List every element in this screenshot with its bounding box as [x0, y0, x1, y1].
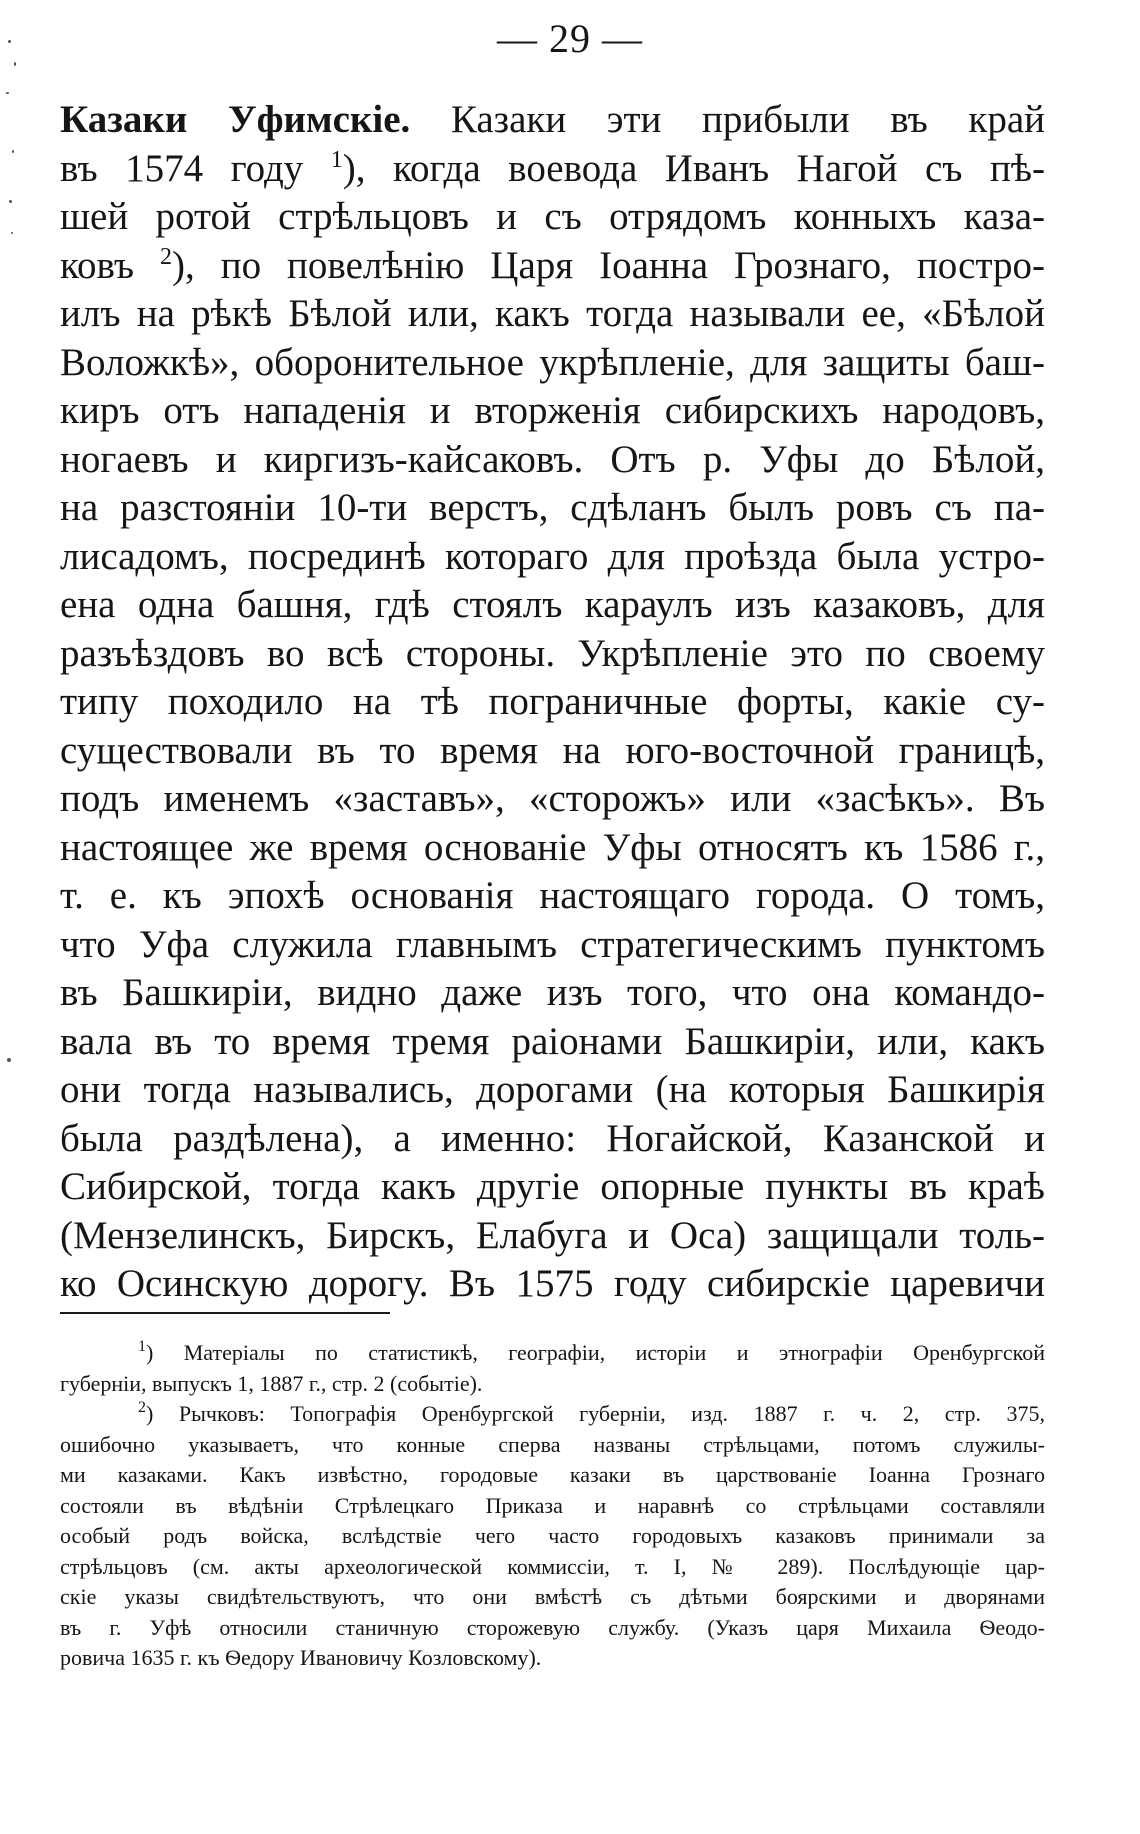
footnotes	[60, 1338, 1045, 1674]
text-line: типу походило на тѣ пограничные форты, какіе су-	[60, 680, 1045, 723]
text-line: ногаевъ и киргизъ-кайсаковъ. Отъ р. Уфы до Бѣлой,	[60, 437, 1045, 481]
text-line: Казаки Уфимскіе. Казаки эти прибыли въ край	[60, 98, 1046, 141]
footnote-ref: 2	[160, 243, 173, 270]
scan-speck	[7, 1058, 11, 1062]
text-line: (Мензелинскъ, Бирскъ, Елабуга и Оса) защищали толь-	[60, 1213, 1045, 1257]
footnote-divider	[60, 1312, 390, 1314]
footnote-2-line: состояли въ вѣдѣніи Стрѣлецкаго Приказа и наравнѣ со стрѣльцами составляли	[60, 1492, 1045, 1518]
scan-speck	[6, 92, 9, 94]
text-line: на разстояніи 10-ти верстъ, сдѣланъ былъ ровъ съ па-	[60, 486, 1045, 529]
text-line: что Уфа служила главнымъ стратегическимъ пунктомъ	[60, 922, 1045, 966]
footnote-2-line: скіе указы свидѣтельствуютъ, что они вмѣстѣ съ дѣтьми боярскими и дворянами	[60, 1584, 1045, 1609]
text-line: они тогда назывались, дорогами (на которыя Башкирія	[60, 1068, 1045, 1111]
footnote-ref: 1	[330, 146, 343, 173]
text-line: существовали въ то время на юго-восточной границѣ,	[60, 728, 1045, 772]
scan-speck	[14, 62, 16, 66]
text-line: Сибирской, тогда какъ другіе опорные пункты въ краѣ	[60, 1165, 1045, 1208]
text-line: илъ на рѣкѣ Бѣлой или, какъ тогда называли ее, «Бѣлой	[60, 292, 1045, 335]
footnote-2-line: ошибочно указываетъ, что конные сперва названы стрѣльцами, потомъ служилы-	[60, 1431, 1045, 1457]
scan-speck	[9, 200, 12, 203]
text-line: лисадомъ, посрединѣ котораго для проѣзда была устро-	[60, 534, 1045, 578]
footnote-2-line: въ г. Уфѣ относили станичную сторожевую службу. (Указъ царя Михаила Ѳеодо-	[60, 1614, 1045, 1640]
footnote-marker: 1	[138, 1338, 146, 1355]
footnote-marker: 2	[138, 1399, 146, 1416]
text-line: ко Осинскую дорогу. Въ 1575 году сибирскіе царевичи	[60, 1262, 1045, 1305]
text-line: Воложкѣ», оборонительное укрѣпленіе, для защиты баш-	[60, 340, 1045, 384]
text-line: т. е. къ эпохѣ основанія настоящаго города. О томъ,	[60, 874, 1045, 917]
section-heading: Казаки Уфимскіе.	[60, 98, 411, 141]
text-line: настоящее же время основаніе Уфы относятъ къ 1586 г.,	[60, 825, 1045, 869]
text-line: ена одна башня, гдѣ стоялъ караулъ изъ казаковъ, для	[60, 583, 1045, 626]
page-number: — 29 —	[497, 16, 643, 61]
text-line: разъѣздовъ во всѣ стороны. Укрѣпленіе это по своему	[60, 631, 1045, 675]
text-line: въ 1574 году $^1$), когда воевода Иванъ Нагой съ пѣ-	[60, 146, 1045, 190]
scan-speck	[12, 150, 14, 153]
text-line: была раздѣлена), а именно: Ногайской, Казанской и	[60, 1116, 1045, 1160]
footnote-2-line: $^2$) Рычковъ: Топографія Оренбургской губерніи, изд. 1887 г. ч. 2, стр. 375,	[138, 1399, 1045, 1426]
footnote-1-line: губерніи, выпускъ 1, 1887 г., стр. 2 (событіе).	[60, 1370, 483, 1396]
text-line: въ Башкиріи, видно даже изъ того, что она командо-	[60, 971, 1045, 1014]
main-text	[60, 96, 1045, 1309]
text-line: подъ именемъ «заставъ», «сторожъ» или «засѣкъ». Въ	[60, 777, 1045, 820]
text-line: шей ротой стрѣльцовъ и съ отрядомъ конныхъ каза-	[60, 195, 1045, 238]
text-line: вала въ то время тремя раіонами Башкиріи, или, какъ	[60, 1019, 1045, 1063]
footnote-2-line: особый родъ войска, вслѣдствіе чего часто городовыхъ казаковъ принимали за	[60, 1523, 1045, 1548]
scan-speck	[8, 40, 11, 43]
text-line: ковъ $^2$), по повелѣнію Царя Іоанна Грознаго, постро-	[60, 243, 1045, 287]
footnote-2-line: стрѣльцовъ (см. акты археологической коммиссіи, т. I, № 289). Послѣдующіе цар-	[60, 1553, 1045, 1579]
footnote-1-line: $^1$) Матеріалы по статистикѣ, географіи, исторіи и этнографіи Оренбургской	[138, 1338, 1045, 1365]
footnote-2-line: ровича 1635 г. къ Ѳедору Ивановичу Козловскому).	[60, 1645, 542, 1670]
text-line: киръ отъ нападенія и вторженія сибирскихъ народовъ,	[60, 389, 1045, 432]
scan-speck	[11, 232, 13, 234]
footnote-2-line: ми казаками. Какъ извѣстно, городовые казаки въ царствованіе Іоанна Грознаго	[60, 1462, 1045, 1487]
